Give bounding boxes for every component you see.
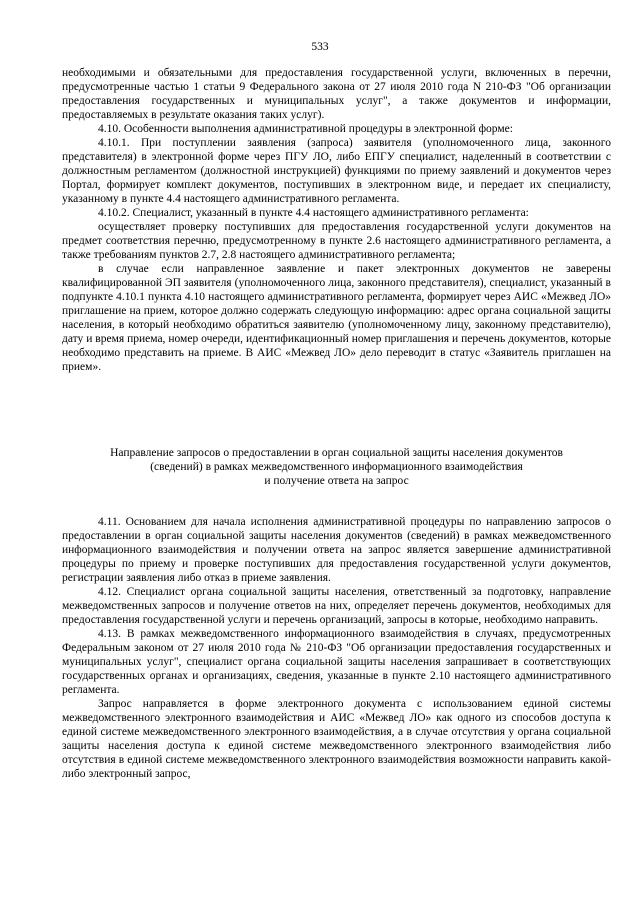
paragraph: 4.10. Особенности выполнения административной процедуры в электронной форме: [98, 123, 513, 135]
text-block-procedure-electronic [62, 66, 611, 374]
paragraph: необходимыми и обязательными для предоставления государственной услуги, включенных в перечни, предусмотренные частью 1 статьи 9 Федерального закона от 27 июля 2010 года N 210-ФЗ "Об организации предоставления государственных и муниципальных услуг", а также документов и информации, предоставляемых в результате оказания таких услуг). [62, 67, 611, 121]
paragraph: 4.10.2. Специалист, указанный в пункте 4.4 настоящего административного регламента: [98, 207, 529, 219]
text-block-interagency-requests [62, 515, 611, 781]
paragraph: осуществляет проверку поступивших для предоставления государственной услуги документов на предмет соответствия перечню, предусмотренному в пункте 2.6 настоящего административного регламента, а также требованиям пунктов 2.7, 2.8 настоящего административного регламента; [62, 221, 611, 261]
paragraph: 4.11. Основанием для начала исполнения административной процедуры по направлению запросов о предоставлении в орган социальной защиты населения документов (сведений) в рамках межведомственного информационного взаимодействия и получении ответа на запрос является завершение административной процедуры по приему и проверке поступивших для предоставления государственной услуги документов, регистрации заявления либо отказ в приеме заявления. [62, 516, 611, 584]
page-number: 533 [311, 41, 329, 53]
paragraph: 4.13. В рамках межведомственного информационного взаимодействия в случаях, предусмотренных Федеральным законом от 27 июля 2010 года № 210-ФЗ "Об организации предоставления государственных и муниципальных услуг", специалист органа социальной защиты населения запрашивает в соответствующих государственных органах и организациях, сведения, указанные в пункте 2.10 настоящего административного регламента. [62, 628, 611, 696]
section-heading [62, 446, 611, 488]
paragraph: Запрос направляется в форме электронного документа с использованием единой системы межведомственного электронного взаимодействия и АИС «Межвед ЛО» как одного из способов доступа к единой системе межведомственного электронного взаимодействия, а в случае отсутствия у органа социальной защиты населения доступа к единой системе межведомственного электронного взаимодействия либо отсутствия в единой системе межведомственного электронного взаимодействия возможности направить какой-либо электронный запрос, [62, 698, 611, 780]
section-heading-line: и получение ответа на запрос [264, 475, 409, 487]
section-heading-line: Направление запросов о предоставлении в орган социальной защиты населения документов [110, 447, 563, 459]
paragraph: 4.10.1. При поступлении заявления (запроса) заявителя (уполномоченного лица, законного представителя) в электронной форме через ПГУ ЛО, либо ЕПГУ специалист, наделенный в соответствии с должностным регламентом (должностной инструкцией) функциями по приему заявлений и документов через Портал, формирует комплект документов, поступивших в электронном виде, и передает их специалисту, указанному в пункте 4.4 настоящего административного регламента. [62, 137, 611, 205]
section-heading-line: (сведений) в рамках межведомственного информационного взаимодействия [150, 461, 523, 473]
paragraph: 4.12. Специалист органа социальной защиты населения, ответственный за подготовку, направление межведомственных запросов и получение ответов на них, определяет перечень документов, необходимых для предоставления государственной услуги и перечень организаций, запросы в которые, необходимо направить. [62, 586, 611, 626]
paragraph: в случае если направленное заявление и пакет электронных документов не заверены квалифицированной ЭП заявителя (уполномоченного лица, законного представителя), специалист, указанный в подпункте 4.10.1 пункта 4.10 настоящего административного регламента, формирует через АИС «Межвед ЛО» приглашение на прием, которое должно содержать следующую информацию: адрес органа социальной защиты населения, в который необходимо обратиться заявителю (уполномоченному лицу, законному представителю), дату и время приема, номер очереди, идентификационный номер приглашения и перечень документов, которые необходимо представить на приеме. В АИС «Межвед ЛО» дело переводит в статус «Заявитель приглашен на прием». [62, 263, 611, 373]
